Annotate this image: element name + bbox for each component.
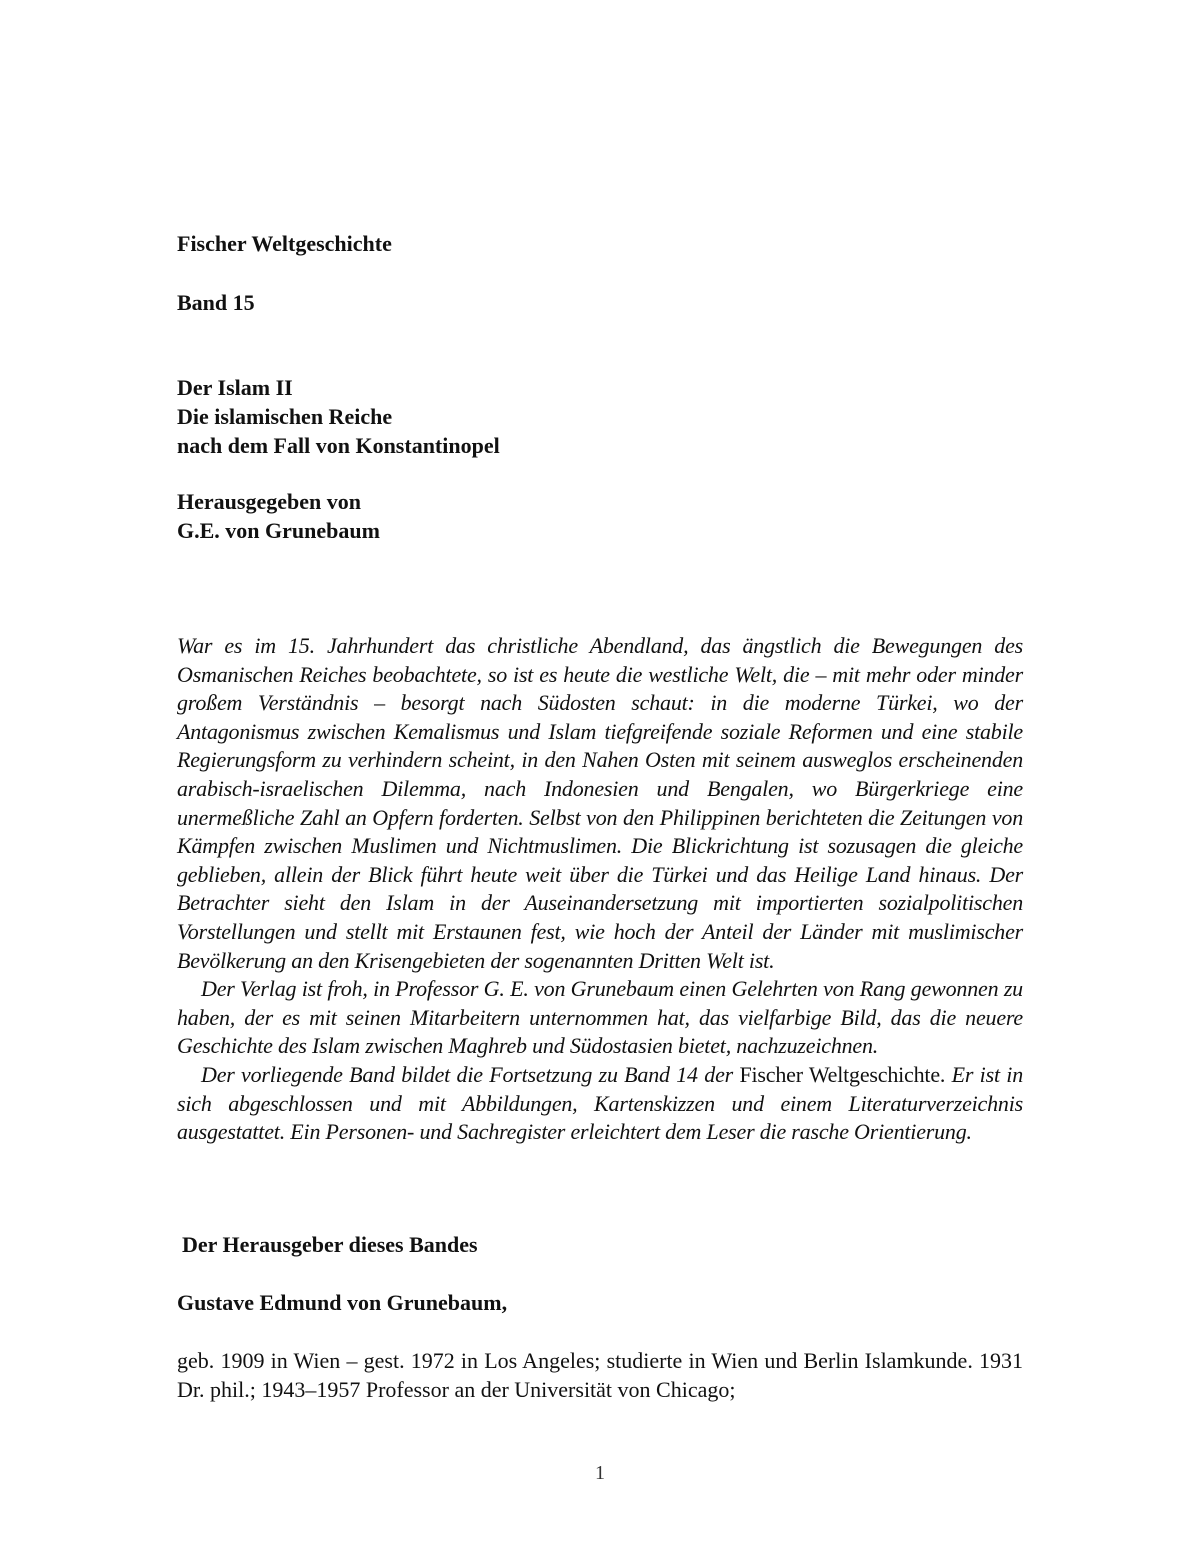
blurb-paragraph [177,1061,1023,1147]
editor-label: Herausgegeben von [177,489,361,514]
book-title [177,373,500,460]
volume-number: Band 15 [177,290,255,315]
biography-paragraph: geb. 1909 in Wien – gest. 1972 in Los Angeles; studierte in Wien und Berlin Islamkunde. 1931 Dr. phil.; 1943–1957 Professor an der Universität von Chicago; [177,1348,1023,1402]
editor-full-name: Gustave Edmund von Grunebaum, [177,1290,508,1315]
title-line: Der Islam II [177,375,293,400]
series-title: Fischer Weltgeschichte [177,231,392,256]
blurb-paragraph: War es im 15. Jahrhundert das christliche Abendland, das ängstlich die Bewegungen des Osmanischen Reiches beobachtete, so ist es heute die westliche Welt, die – mit mehr oder minder großem Verständnis – besorgt nach Südosten schaut: in die moderne Türkei, wo der Antagonismus zwischen Kemalismus und Islam tiefgreifende soziale Reformen und eine stabile Regierungsform zu verhindern scheint, in den Nahen Osten mit seinem ausweglos erscheinenden arabisch-israelischen Dilemma, nach Indonesien und Bengalen, wo Bürgerkriege eine unermeßliche Zahl an Opfern forderten. Selbst von den Philippinen berichteten die Zeitungen von Kämpfen zwischen Muslimen und Nichtmuslimen. Die Blickrichtung ist sozusagen die gleiche geblieben, allein der Blick führt heute weit über die Türkei und das Heilige Land hinaus. Der Betrachter sieht den Islam in der Auseinandersetzung mit importierten sozialpolitischen Vorstellungen und stellt mit Erstaunen fest, wie hoch der Anteil der Länder mit muslimischer Bevölkerung an den Krisengebieten der sogenannten Dritten Welt ist. [177,633,1023,973]
blurb-text-span: Der vorliegende Band bildet die Fortsetzung zu Band 14 der [201,1061,740,1087]
editor-name: G.E. von Grunebaum [177,518,380,543]
blurb-text [177,632,1023,1147]
editor-credit [177,487,380,545]
page-number: 1 [595,1462,605,1484]
editor-biography [177,1346,1023,1404]
series-reference: Fischer Weltgeschichte. [739,1061,946,1087]
subtitle-line: Die islamischen Reiche [177,404,393,429]
blurb-text-span: Er ist in sich abgeschlossen und mit Abbildungen, Kartenskizzen und einem Literaturverzeichnis ausgestattet. Ein Personen- und Sachregister erleichtert dem Leser die rasche Orientierung. [177,1061,1024,1145]
blurb-paragraph: Der Verlag ist froh, in Professor G. E. von Grunebaum einen Gelehrten von Rang gewonnen zu haben, der es mit seinen Mitarbeitern unternommen hat, das vielfarbige Bild, das die neuere Geschichte des Islam zwischen Maghreb und Südostasien bietet, nachzuzeichnen. [177,976,1023,1059]
subtitle-line: nach dem Fall von Konstantinopel [177,433,500,458]
editor-section-heading: Der Herausgeber dieses Bandes [182,1232,478,1257]
